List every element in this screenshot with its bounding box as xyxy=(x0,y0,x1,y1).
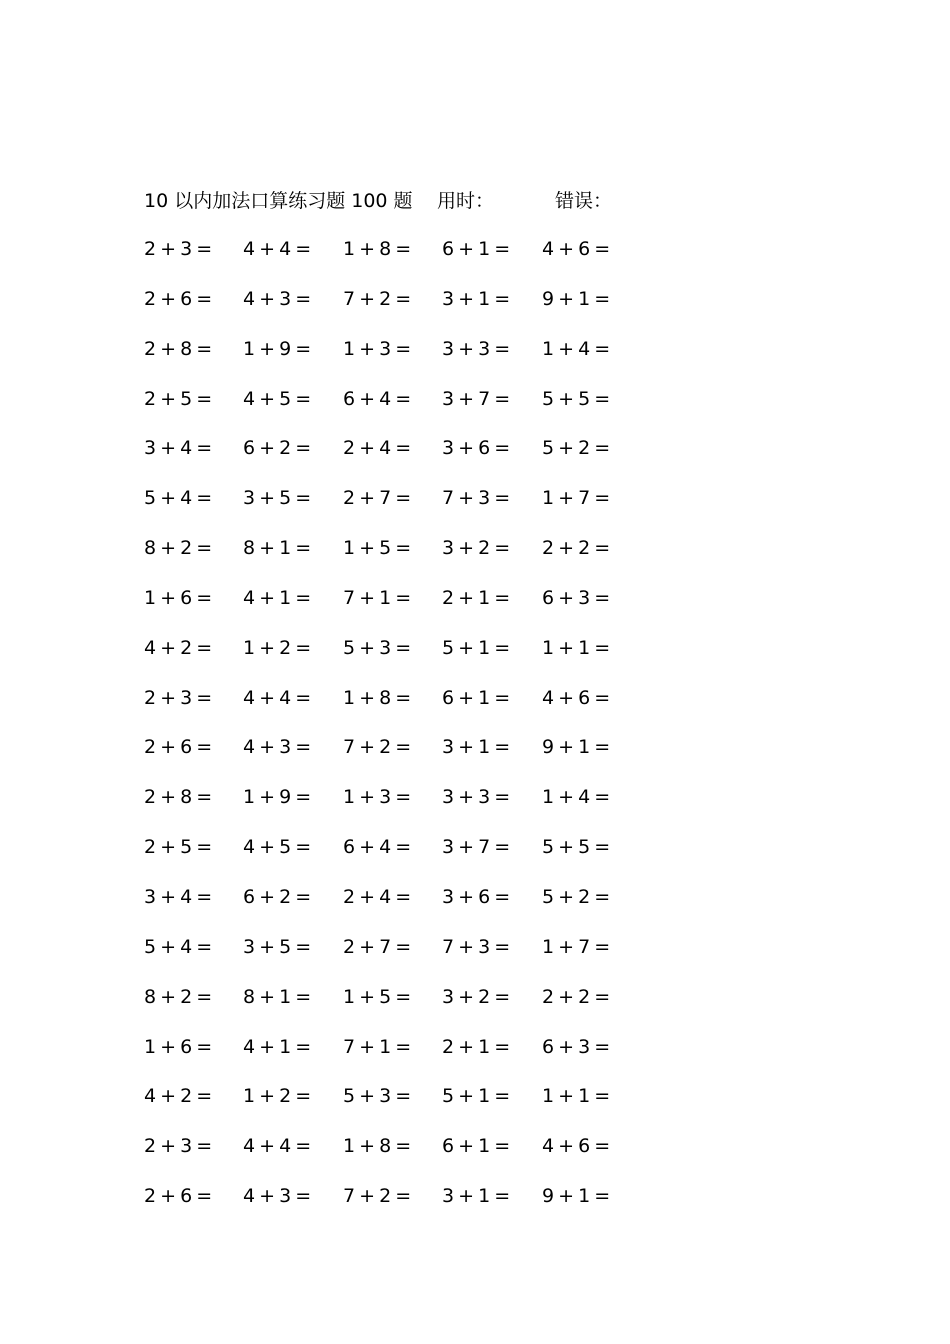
addition-problem: 2 + 2 = xyxy=(542,537,611,560)
addition-problem: 7 + 3 = xyxy=(442,935,511,958)
addition-problem: 4 + 6 = xyxy=(542,238,611,260)
worksheet-header xyxy=(144,186,664,216)
addition-problem: 6 + 3 = xyxy=(542,586,611,609)
addition-problem: 1 + 3 = xyxy=(343,337,412,360)
addition-problem: 4 + 5 = xyxy=(243,836,312,859)
addition-problem: 4 + 6 = xyxy=(542,1135,611,1158)
problem-row xyxy=(144,483,664,533)
addition-problem: 2 + 1 = xyxy=(442,1035,511,1058)
addition-problem: 1 + 9 = xyxy=(243,337,312,360)
addition-problem: 7 + 2 = xyxy=(343,736,412,759)
problem-row xyxy=(144,882,664,932)
addition-problem: 1 + 1 = xyxy=(542,1085,611,1108)
problem-row xyxy=(144,1032,664,1082)
addition-problem: 4 + 4 = xyxy=(243,238,312,260)
addition-problem: 3 + 3 = xyxy=(442,786,511,809)
addition-problem: 4 + 3 = xyxy=(243,287,312,310)
problem-row xyxy=(144,234,664,284)
addition-problem: 2 + 3 = xyxy=(144,238,213,260)
addition-problem: 3 + 3 = xyxy=(442,337,511,360)
addition-problem: 2 + 4 = xyxy=(343,885,412,908)
addition-problem: 1 + 5 = xyxy=(343,985,412,1008)
addition-problem: 1 + 7 = xyxy=(542,935,611,958)
addition-problem: 1 + 4 = xyxy=(542,786,611,809)
addition-problem: 3 + 4 = xyxy=(144,885,213,908)
addition-problem: 5 + 4 = xyxy=(144,935,213,958)
addition-problem: 5 + 3 = xyxy=(343,1085,412,1108)
problem-row xyxy=(144,334,664,384)
addition-problem: 6 + 1 = xyxy=(442,238,511,260)
addition-problem: 4 + 4 = xyxy=(243,1135,312,1158)
addition-problem: 3 + 2 = xyxy=(442,985,511,1008)
addition-problem: 5 + 1 = xyxy=(442,636,511,659)
addition-problem: 6 + 3 = xyxy=(542,1035,611,1058)
addition-problem: 2 + 6 = xyxy=(144,1185,213,1208)
addition-problem: 2 + 5 = xyxy=(144,387,213,410)
worksheet-title: 10 以内加法口算练习题 100 题 xyxy=(144,190,413,212)
addition-problem: 4 + 3 = xyxy=(243,1185,312,1208)
problem-row xyxy=(144,1131,664,1181)
addition-problem: 5 + 5 = xyxy=(542,387,611,410)
problem-row xyxy=(144,832,664,882)
addition-problem: 8 + 2 = xyxy=(144,985,213,1008)
addition-problem: 3 + 1 = xyxy=(442,1185,511,1208)
addition-problem: 1 + 4 = xyxy=(542,337,611,360)
addition-problem: 7 + 1 = xyxy=(343,1035,412,1058)
problem-row xyxy=(144,982,664,1032)
addition-problem: 7 + 1 = xyxy=(343,586,412,609)
problem-row xyxy=(144,683,664,733)
problem-row xyxy=(144,284,664,334)
addition-problem: 6 + 1 = xyxy=(442,686,511,709)
addition-problem: 6 + 2 = xyxy=(243,437,312,460)
addition-problem: 3 + 1 = xyxy=(442,736,511,759)
problem-row xyxy=(144,782,664,832)
addition-problem: 2 + 8 = xyxy=(144,786,213,809)
addition-problem: 4 + 2 = xyxy=(144,636,213,659)
addition-problem: 5 + 2 = xyxy=(542,885,611,908)
addition-problem: 4 + 3 = xyxy=(243,736,312,759)
addition-problem: 5 + 1 = xyxy=(442,1085,511,1108)
addition-problem: 5 + 4 = xyxy=(144,487,213,510)
addition-problem: 3 + 6 = xyxy=(442,437,511,460)
addition-problem: 3 + 7 = xyxy=(442,387,511,410)
addition-problem: 2 + 5 = xyxy=(144,836,213,859)
addition-problem: 4 + 1 = xyxy=(243,586,312,609)
addition-problem: 1 + 6 = xyxy=(144,1035,213,1058)
addition-problem: 2 + 7 = xyxy=(343,487,412,510)
addition-problem: 2 + 6 = xyxy=(144,287,213,310)
addition-problem: 2 + 2 = xyxy=(542,985,611,1008)
problem-row xyxy=(144,932,664,982)
addition-problem: 5 + 2 = xyxy=(542,437,611,460)
addition-problem: 8 + 1 = xyxy=(243,985,312,1008)
addition-problem: 2 + 1 = xyxy=(442,586,511,609)
addition-problem: 3 + 5 = xyxy=(243,487,312,510)
problem-row xyxy=(144,633,664,683)
problem-row xyxy=(144,1181,664,1231)
addition-problem: 2 + 3 = xyxy=(144,686,213,709)
addition-problem: 2 + 3 = xyxy=(144,1135,213,1158)
addition-problem: 8 + 2 = xyxy=(144,537,213,560)
addition-problem: 9 + 1 = xyxy=(542,1185,611,1208)
addition-problem: 4 + 1 = xyxy=(243,1035,312,1058)
problem-row xyxy=(144,433,664,483)
addition-problem: 9 + 1 = xyxy=(542,736,611,759)
problem-row xyxy=(144,583,664,633)
addition-problem: 5 + 3 = xyxy=(343,636,412,659)
problem-row xyxy=(144,384,664,434)
addition-problem: 4 + 4 = xyxy=(243,686,312,709)
addition-problem: 6 + 4 = xyxy=(343,387,412,410)
problem-grid xyxy=(144,234,664,1231)
addition-problem: 4 + 5 = xyxy=(243,387,312,410)
addition-problem: 1 + 2 = xyxy=(243,1085,312,1108)
addition-problem: 5 + 5 = xyxy=(542,836,611,859)
addition-problem: 9 + 1 = xyxy=(542,287,611,310)
addition-problem: 2 + 8 = xyxy=(144,337,213,360)
addition-problem: 2 + 7 = xyxy=(343,935,412,958)
addition-problem: 1 + 8 = xyxy=(343,238,412,260)
addition-problem: 1 + 8 = xyxy=(343,686,412,709)
addition-problem: 3 + 5 = xyxy=(243,935,312,958)
addition-problem: 1 + 7 = xyxy=(542,487,611,510)
addition-problem: 7 + 2 = xyxy=(343,1185,412,1208)
time-used-label: 用时： xyxy=(437,190,495,212)
addition-problem: 8 + 1 = xyxy=(243,537,312,560)
addition-problem: 4 + 6 = xyxy=(542,686,611,709)
addition-problem: 3 + 1 = xyxy=(442,287,511,310)
addition-problem: 7 + 2 = xyxy=(343,287,412,310)
addition-problem: 3 + 7 = xyxy=(442,836,511,859)
addition-problem: 1 + 3 = xyxy=(343,786,412,809)
addition-problem: 3 + 4 = xyxy=(144,437,213,460)
addition-problem: 3 + 2 = xyxy=(442,537,511,560)
addition-problem: 1 + 2 = xyxy=(243,636,312,659)
problem-row xyxy=(144,1081,664,1131)
addition-problem: 2 + 6 = xyxy=(144,736,213,759)
addition-problem: 6 + 4 = xyxy=(343,836,412,859)
addition-problem: 1 + 9 = xyxy=(243,786,312,809)
addition-problem: 1 + 1 = xyxy=(542,636,611,659)
addition-problem: 1 + 8 = xyxy=(343,1135,412,1158)
problem-row xyxy=(144,533,664,583)
addition-problem: 6 + 2 = xyxy=(243,885,312,908)
addition-problem: 4 + 2 = xyxy=(144,1085,213,1108)
addition-problem: 7 + 3 = xyxy=(442,487,511,510)
addition-problem: 1 + 6 = xyxy=(144,586,213,609)
addition-problem: 1 + 5 = xyxy=(343,537,412,560)
problem-row xyxy=(144,732,664,782)
addition-problem: 3 + 6 = xyxy=(442,885,511,908)
error-count-label: 错误： xyxy=(555,190,613,212)
addition-problem: 6 + 1 = xyxy=(442,1135,511,1158)
addition-problem: 2 + 4 = xyxy=(343,437,412,460)
